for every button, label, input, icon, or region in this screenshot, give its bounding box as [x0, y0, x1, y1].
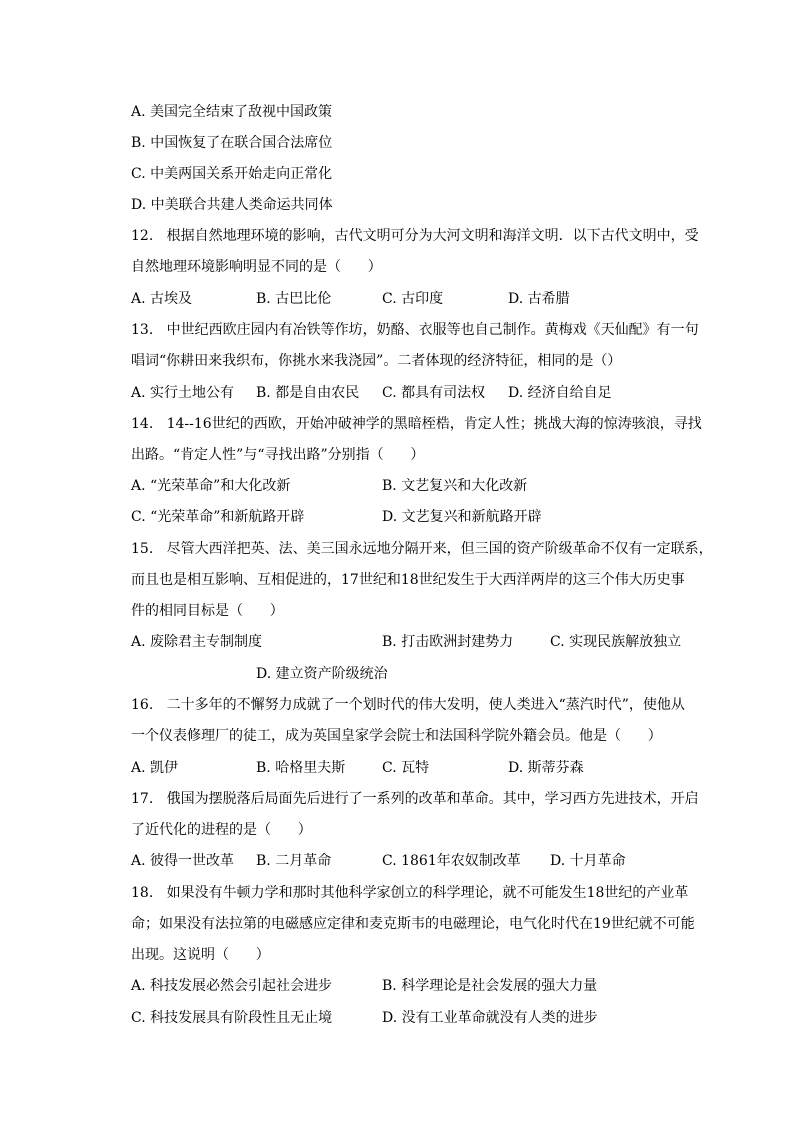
- option-c: C. 瓦特: [382, 760, 430, 776]
- option-a: A. 实行土地公有: [131, 385, 235, 401]
- option-b: B. 科学理论是社会发展的强大力量: [382, 978, 598, 994]
- option-d: D. 中美联合共建人类命运共同体: [131, 197, 333, 213]
- question-stem: 出路。“肯定人性”与“寻找出路”分别指（ ）: [131, 447, 425, 463]
- option-b: B. 打击欧洲封建势力: [382, 634, 514, 650]
- option-b: B. 哈格里夫斯: [256, 760, 346, 776]
- option-d: D. 十月革命: [550, 853, 626, 869]
- question-stem: 18. 如果没有牛顿力学和那时其他科学家创立的科学理论，就不可能发生18世纪的产业革: [131, 885, 689, 901]
- question-stem: 而且也是相互影响、互相促进的，17世纪和18世纪发生于大西洋两岸的这三个伟大历史事: [131, 572, 685, 588]
- question-stem: 15. 尽管大西洋把英、法、美三国永远地分隔开来，但三国的资产阶级革命不仅有一定联系，: [131, 541, 713, 557]
- option-c: C. 实现民族解放独立: [550, 634, 682, 650]
- option-b: B. 古巴比伦: [256, 291, 332, 307]
- option-d: D. 文艺复兴和新航路开辟: [382, 509, 542, 525]
- option-b: B. 中国恢复了在联合国合法席位: [131, 135, 333, 151]
- question-stem: 13. 中世纪西欧庄园内有冶铁等作坊，奶酪、衣服等也自己制作。黄梅戏《天仙配》有一句: [131, 322, 699, 338]
- question-stem: 一个仪表修理厂的徒工，成为英国皇家学会院士和法国科学院外籍会员。他是（ ）: [131, 728, 662, 744]
- option-a: A. 科技发展必然会引起社会进步: [131, 978, 333, 994]
- question-stem: 14. 14--16世纪的西欧，开始冲破神学的黑暗桎梏，肯定人性；挑战大海的惊涛骇浪，寻找: [131, 416, 702, 432]
- option-a: A. 凯伊: [131, 760, 179, 776]
- option-d: D. 经济自给自足: [508, 385, 612, 401]
- option-a: A. 彼得一世改革: [131, 853, 235, 869]
- question-stem: 17. 俄国为摆脱落后局面先后进行了一系列的改革和革命。其中，学习西方先进技术，开启: [131, 791, 699, 807]
- option-c: C. “光荣革命”和新航路开辟: [131, 509, 305, 525]
- option-b: B. 都是自由农民: [256, 385, 360, 401]
- option-c: C. 都具有司法权: [382, 385, 486, 401]
- option-d: D. 没有工业革命就没有人类的进步: [382, 1010, 598, 1026]
- option-c: C. 1861年农奴制改革: [382, 853, 521, 869]
- option-a: A. 美国完全结束了敌视中国政策: [131, 104, 333, 120]
- option-d: D. 建立资产阶级统治: [256, 666, 388, 682]
- option-c: C. 科技发展具有阶段性且无止境: [131, 1010, 333, 1026]
- question-stem: 12. 根据自然地理环境的影响，古代文明可分为大河文明和海洋文明．以下古代文明中，受: [131, 228, 699, 244]
- option-d: D. 古希腊: [508, 291, 570, 307]
- option-a: A. 古埃及: [131, 291, 193, 307]
- question-stem: 了近代化的进程的是（ ）: [131, 822, 312, 838]
- question-stem: 件的相同目标是（ ）: [131, 603, 284, 619]
- option-d: D. 斯蒂芬森: [508, 760, 584, 776]
- option-a: A. 废除君主专制制度: [131, 634, 263, 650]
- option-c: C. 中美两国关系开始走向正常化: [131, 166, 333, 182]
- question-stem: 自然地理环境影响明显不同的是（ ）: [131, 259, 382, 275]
- question-stem: 命；如果没有法拉第的电磁感应定律和麦克斯韦的电磁理论，电气化时代在19世纪就不可能: [131, 916, 695, 932]
- question-stem: 16. 二十多年的不懈努力成就了一个划时代的伟大发明，使人类进入“蒸汽时代”，使他从: [131, 697, 685, 713]
- question-stem: 唱词“你耕田来我织布，你挑水来我浇园”。二者体现的经济特征，相同的是（）: [131, 353, 622, 369]
- option-b: B. 二月革命: [256, 853, 332, 869]
- option-c: C. 古印度: [382, 291, 444, 307]
- option-a: A. “光荣革命”和大化改新: [131, 478, 291, 494]
- question-stem: 出现。这说明（ ）: [131, 947, 270, 963]
- option-b: B. 文艺复兴和大化改新: [382, 478, 528, 494]
